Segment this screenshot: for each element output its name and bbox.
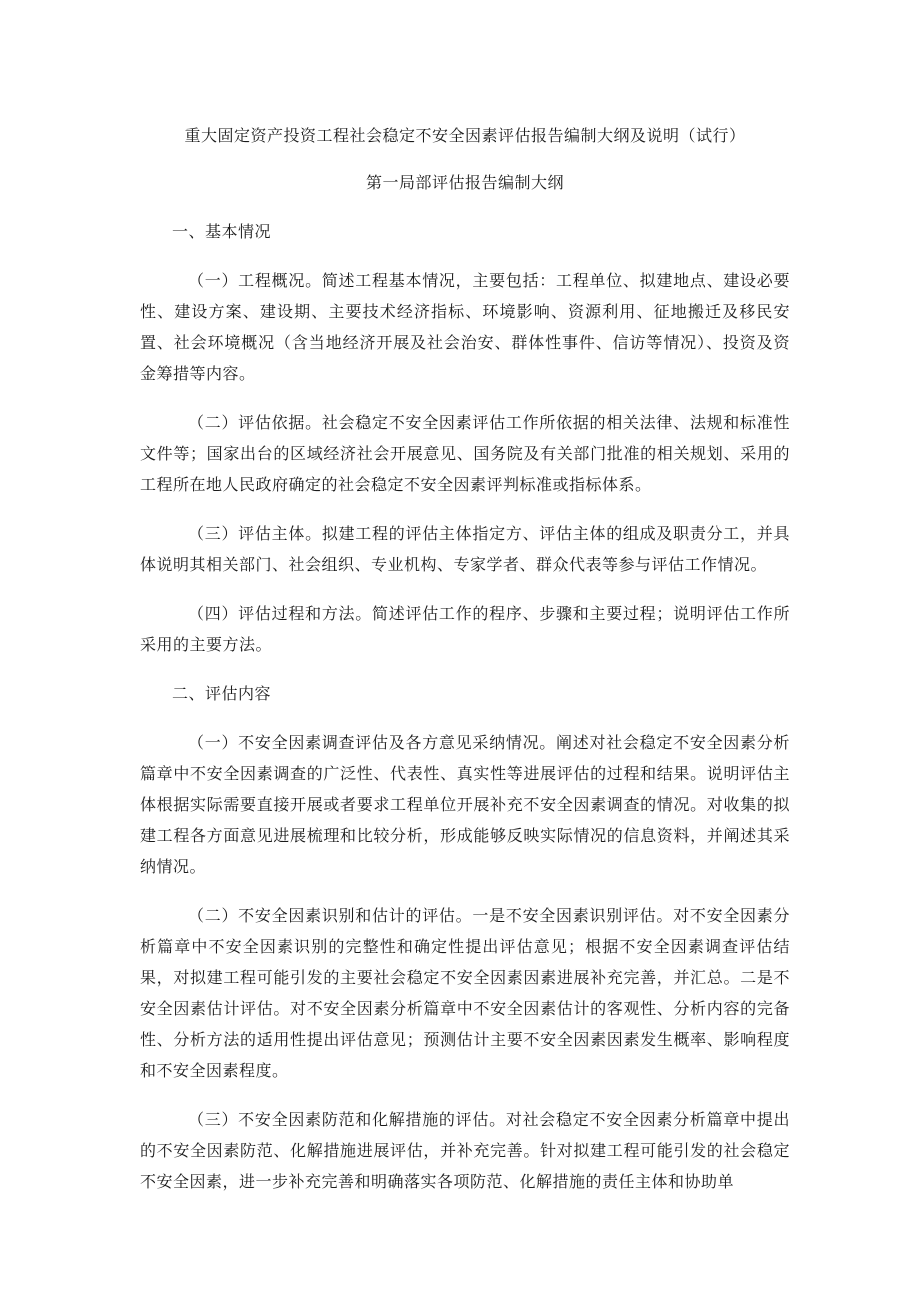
paragraph: （四）评估过程和方法。简述评估工作的程序、步骤和主要过程；说明评估工作所采用的主要方法。	[140, 604, 790, 654]
section-basic-info	[140, 216, 790, 660]
paragraph: （一）不安全因素调查评估及各方意见采纳情况。阐述对社会稳定不安全因素分析篇章中不安全因素调查的广泛性、代表性、真实性等进展评估的过程和结果。说明评估主体根据实际需要直接开展或者要求工程单位开展补充不安全因素调查的情况。对收集的拟建工程各方面意见进展梳理和比较分析，形成能够反映实际情况的信息资料，并阐述其采纳情况。	[140, 733, 790, 876]
paragraph: （二）不安全因素识别和估计的评估。一是不安全因素识别评估。对不安全因素分析篇章中不安全因素识别的完整性和确定性提出评估意见；根据不安全因素调查评估结果，对拟建工程可能引发的主要社会稳定不安全因素因素进展补充完善，并汇总。二是不安全因素估计评估。对不安全因素分析篇章中不安全因素估计的客观性、分析内容的完备性、分析方法的适用性提出评估意见；预测估计主要不安全因素因素发生概率、影响程度和不安全因素程度。	[140, 906, 790, 1080]
paragraph: （三）评估主体。拟建工程的评估主体指定方、评估主体的组成及职责分工，并具体说明其相关部门、社会组织、专业机构、专家学者、群众代表等参与评估工作情况。	[140, 524, 790, 574]
document-body	[140, 120, 790, 1197]
document-title: 重大固定资产投资工程社会稳定不安全因素评估报告编制大纲及说明（试行）	[184, 126, 746, 145]
part-title: 第一局部评估报告编制大纲	[365, 173, 564, 192]
paragraph: （三）不安全因素防范和化解措施的评估。对社会稳定不安全因素分析篇章中提出的不安全因素防范、化解措施进展评估，并补充完善。针对拟建工程可能引发的社会稳定不安全因素，进一步补充完善和明确落实各项防范、化解措施的责任主体和协助单	[140, 1110, 790, 1191]
section-heading: 一、基本情况	[172, 222, 272, 241]
paragraph: （一）工程概况。简述工程基本情况，主要包括：工程单位、拟建地点、建设必要性、建设方案、建设期、主要技术经济指标、环境影响、资源利用、征地搬迁及移民安置、社会环境概况（含当地经济开展及社会治安、群体性事件、信访等情况）、投资及资金筹措等内容。	[140, 271, 790, 383]
section-heading: 二、评估内容	[172, 684, 272, 703]
section-evaluation-content	[140, 678, 790, 1197]
paragraph: （二）评估依据。社会稳定不安全因素评估工作所依据的相关法律、法规和标准性文件等；国家出台的区域经济社会开展意见、国务院及有关部门批准的相关规划、采用的工程所在地人民政府确定的社会稳定不安全因素评判标准或指标体系。	[140, 413, 790, 494]
